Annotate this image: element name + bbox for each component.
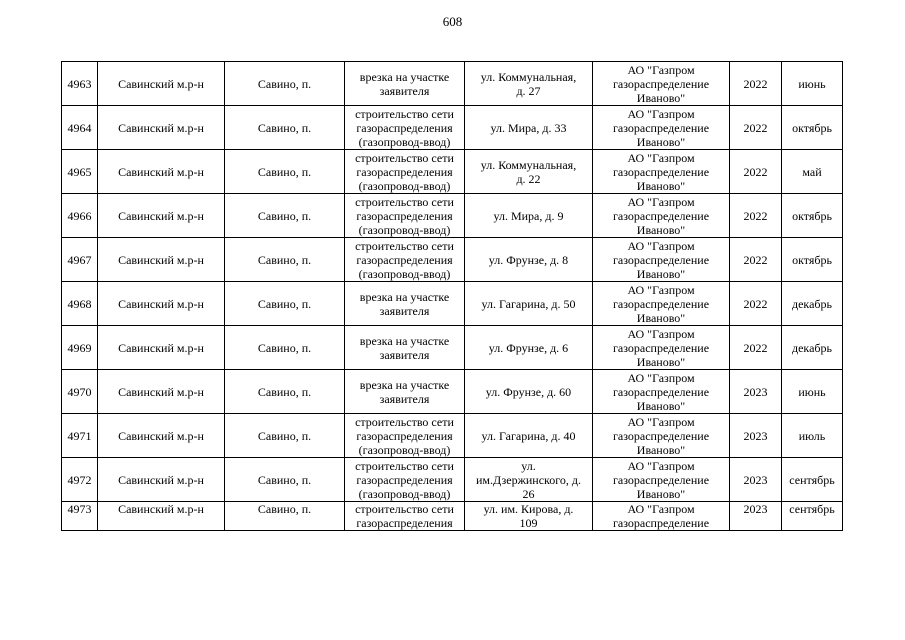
- page-number: 608: [442, 14, 463, 29]
- table-row: [62, 458, 843, 502]
- work-type-cell: врезка на участке заявителя: [345, 62, 465, 106]
- settlement-cell: Савино, п.: [225, 502, 345, 531]
- district-cell: Савинский м.р-н: [98, 194, 225, 238]
- table-row: [62, 282, 843, 326]
- row-number: 4965: [62, 150, 98, 194]
- organization-cell: АО "Газпром газораспределение Иваново": [593, 194, 730, 238]
- month-cell: октябрь: [782, 106, 843, 150]
- district-cell: Савинский м.р-н: [98, 238, 225, 282]
- district-cell: Савинский м.р-н: [98, 150, 225, 194]
- district-cell: Савинский м.р-н: [98, 326, 225, 370]
- settlement-cell: Савино, п.: [225, 282, 345, 326]
- month-cell: сентябрь: [782, 458, 843, 502]
- year-cell: 2023: [730, 502, 782, 531]
- row-number: 4963: [62, 62, 98, 106]
- district-cell: Савинский м.р-н: [98, 106, 225, 150]
- address-cell: ул. Гагарина, д. 50: [465, 282, 593, 326]
- settlement-cell: Савино, п.: [225, 326, 345, 370]
- work-type-cell: строительство сети газораспределения (газопровод-ввод): [345, 194, 465, 238]
- year-cell: 2022: [730, 238, 782, 282]
- work-type-cell: строительство сети газораспределения (газопровод-ввод): [345, 150, 465, 194]
- row-number: 4971: [62, 414, 98, 458]
- district-cell: Савинский м.р-н: [98, 414, 225, 458]
- gasification-table: [61, 61, 843, 531]
- organization-cell: АО "Газпром газораспределение Иваново": [593, 370, 730, 414]
- organization-cell: АО "Газпром газораспределение Иваново": [593, 106, 730, 150]
- year-cell: 2023: [730, 370, 782, 414]
- year-cell: 2023: [730, 458, 782, 502]
- row-number: 4967: [62, 238, 98, 282]
- settlement-cell: Савино, п.: [225, 62, 345, 106]
- month-cell: июнь: [782, 370, 843, 414]
- row-number: 4969: [62, 326, 98, 370]
- address-cell: ул. Фрунзе, д. 6: [465, 326, 593, 370]
- work-type-cell: строительство сети газораспределения (газопровод-ввод): [345, 414, 465, 458]
- organization-cell: АО "Газпром газораспределение Иваново": [593, 414, 730, 458]
- work-type-cell: строительство сети газораспределения (газопровод-ввод): [345, 458, 465, 502]
- organization-cell: АО "Газпром газораспределение Иваново": [593, 62, 730, 106]
- organization-cell: АО "Газпром газораспределение: [593, 502, 730, 531]
- address-cell: ул. Мира, д. 9: [465, 194, 593, 238]
- organization-cell: АО "Газпром газораспределение Иваново": [593, 150, 730, 194]
- settlement-cell: Савино, п.: [225, 106, 345, 150]
- settlement-cell: Савино, п.: [225, 194, 345, 238]
- table-row: [62, 502, 843, 531]
- organization-cell: АО "Газпром газораспределение Иваново": [593, 282, 730, 326]
- address-cell: ул. Фрунзе, д. 8: [465, 238, 593, 282]
- district-cell: Савинский м.р-н: [98, 62, 225, 106]
- work-type-cell: строительство сети газораспределения (газопровод-ввод): [345, 106, 465, 150]
- settlement-cell: Савино, п.: [225, 238, 345, 282]
- row-number: 4968: [62, 282, 98, 326]
- year-cell: 2022: [730, 282, 782, 326]
- month-cell: май: [782, 150, 843, 194]
- address-cell: ул. Фрунзе, д. 60: [465, 370, 593, 414]
- row-number: 4973: [62, 502, 98, 531]
- organization-cell: АО "Газпром газораспределение Иваново": [593, 458, 730, 502]
- table-row: [62, 194, 843, 238]
- year-cell: 2022: [730, 326, 782, 370]
- month-cell: сентябрь: [782, 502, 843, 531]
- year-cell: 2022: [730, 106, 782, 150]
- settlement-cell: Савино, п.: [225, 458, 345, 502]
- district-cell: Савинский м.р-н: [98, 458, 225, 502]
- table-row: [62, 370, 843, 414]
- table-row: [62, 238, 843, 282]
- district-cell: Савинский м.р-н: [98, 502, 225, 531]
- table-row: [62, 62, 843, 106]
- address-cell: ул. им. Кирова, д. 109: [465, 502, 593, 531]
- district-cell: Савинский м.р-н: [98, 282, 225, 326]
- row-number: 4970: [62, 370, 98, 414]
- settlement-cell: Савино, п.: [225, 370, 345, 414]
- year-cell: 2023: [730, 414, 782, 458]
- month-cell: октябрь: [782, 194, 843, 238]
- table-row: [62, 150, 843, 194]
- table-row: [62, 326, 843, 370]
- address-cell: ул. Коммунальная, д. 27: [465, 62, 593, 106]
- year-cell: 2022: [730, 150, 782, 194]
- address-cell: ул. Гагарина, д. 40: [465, 414, 593, 458]
- month-cell: декабрь: [782, 326, 843, 370]
- work-type-cell: строительство сети газораспределения: [345, 502, 465, 531]
- work-type-cell: врезка на участке заявителя: [345, 282, 465, 326]
- work-type-cell: врезка на участке заявителя: [345, 370, 465, 414]
- work-type-cell: врезка на участке заявителя: [345, 326, 465, 370]
- month-cell: июнь: [782, 62, 843, 106]
- address-cell: ул. им.Дзержинского, д. 26: [465, 458, 593, 502]
- year-cell: 2022: [730, 62, 782, 106]
- table-row: [62, 106, 843, 150]
- month-cell: октябрь: [782, 238, 843, 282]
- address-cell: ул. Мира, д. 33: [465, 106, 593, 150]
- address-cell: ул. Коммунальная, д. 22: [465, 150, 593, 194]
- year-cell: 2022: [730, 194, 782, 238]
- month-cell: июль: [782, 414, 843, 458]
- row-number: 4964: [62, 106, 98, 150]
- settlement-cell: Савино, п.: [225, 414, 345, 458]
- month-cell: декабрь: [782, 282, 843, 326]
- district-cell: Савинский м.р-н: [98, 370, 225, 414]
- row-number: 4966: [62, 194, 98, 238]
- work-type-cell: строительство сети газораспределения (газопровод-ввод): [345, 238, 465, 282]
- table-row: [62, 414, 843, 458]
- settlement-cell: Савино, п.: [225, 150, 345, 194]
- organization-cell: АО "Газпром газораспределение Иваново": [593, 326, 730, 370]
- organization-cell: АО "Газпром газораспределение Иваново": [593, 238, 730, 282]
- row-number: 4972: [62, 458, 98, 502]
